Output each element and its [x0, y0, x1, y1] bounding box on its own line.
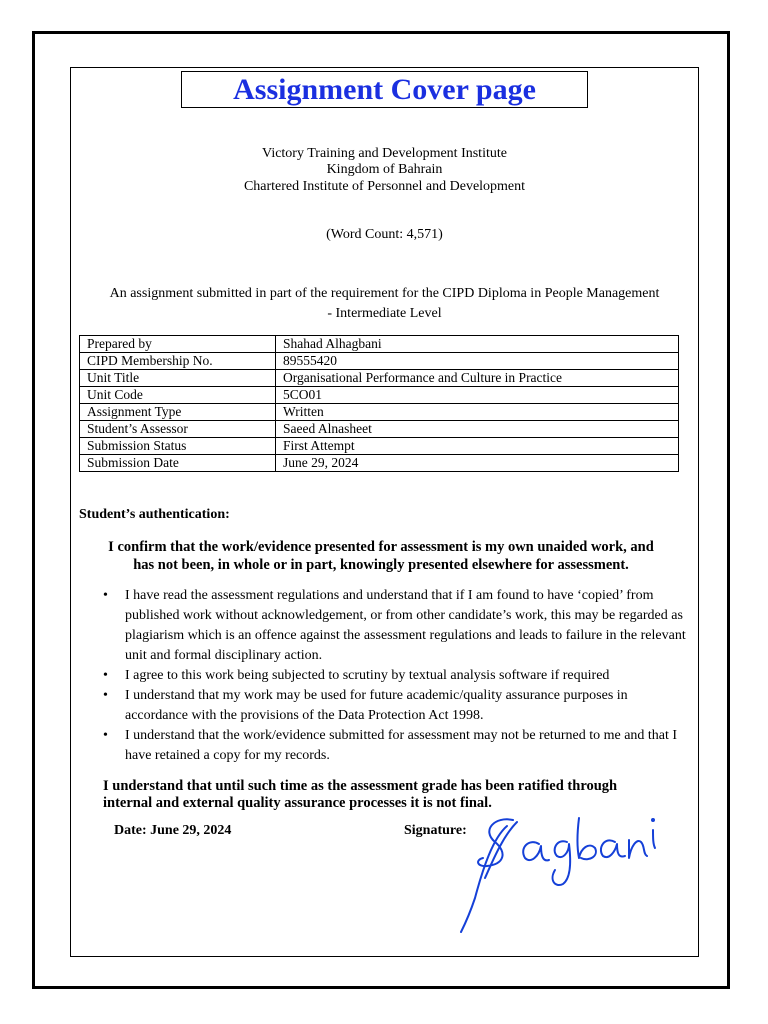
institute-name: Victory Training and Development Institute [262, 146, 507, 161]
submission-date-label: Date: June 29, 2024 [114, 823, 232, 838]
table-row [80, 370, 679, 387]
detail-value: Shahad Alhagbani [276, 336, 679, 353]
detail-value: Saeed Alnasheet [276, 421, 679, 438]
detail-label: Student’s Assessor [80, 421, 276, 438]
final-line-2: internal and external quality assurance processes it is not final. [103, 795, 492, 811]
detail-value: June 29, 2024 [276, 455, 679, 472]
table-row [80, 353, 679, 370]
list-item-text: I have read the assessment regulations and understand that if I am found to have ‘copied’ from published work without acknowledgement, or from other candidate’s work, this may be regarded as plagiarism which is an offence against the assessment regulations and leads to failure in the relevant unit and formal disciplinary action. [125, 588, 686, 663]
final-line-1: I understand that until such time as the assessment grade has been ratified through [103, 778, 618, 794]
table-row [80, 404, 679, 421]
list-item [100, 686, 690, 726]
confirmation-statement [82, 538, 680, 574]
word-count: (Word Count: 4,571) [326, 227, 443, 242]
detail-label: CIPD Membership No. [80, 353, 276, 370]
detail-label: Prepared by [80, 336, 276, 353]
detail-value: Written [276, 404, 679, 421]
assignment-details-table [79, 335, 679, 472]
bullet-icon: • [103, 668, 108, 683]
detail-label: Submission Date [80, 455, 276, 472]
detail-label: Unit Title [80, 370, 276, 387]
bullet-icon: • [103, 588, 108, 603]
detail-label: Submission Status [80, 438, 276, 455]
table-row [80, 438, 679, 455]
detail-label: Unit Code [80, 387, 276, 404]
final-statement [103, 778, 683, 812]
handwritten-signature [455, 808, 665, 938]
authentication-heading: Student’s authentication: [79, 507, 230, 522]
bullet-icon: • [103, 728, 108, 743]
bullet-icon: • [103, 688, 108, 703]
intro-line-2: - Intermediate Level [327, 306, 442, 321]
list-item-text: I understand that the work/evidence submitted for assessment may not be returned to me and that I have retained a copy for my records. [125, 728, 678, 763]
cipd-line: Chartered Institute of Personnel and Development [243, 179, 526, 194]
intro-line-1: An assignment submitted in part of the requirement for the CIPD Diploma in People Management [109, 286, 660, 301]
table-row [80, 421, 679, 438]
detail-value: 5CO01 [276, 387, 679, 404]
kingdom-line: Kingdom of Bahrain [326, 162, 443, 177]
detail-value: Organisational Performance and Culture in Practice [276, 370, 679, 387]
list-item [100, 666, 690, 686]
detail-label: Assignment Type [80, 404, 276, 421]
list-item [100, 586, 690, 666]
signature-label: Signature: [404, 823, 467, 838]
declaration-list [100, 586, 690, 766]
list-item-text: I agree to this work being subjected to scrutiny by textual analysis software if required [125, 668, 610, 683]
title-box [181, 71, 588, 108]
table-row [80, 336, 679, 353]
detail-value: First Attempt [276, 438, 679, 455]
table-row [80, 387, 679, 404]
confirmation-line-1: I confirm that the work/evidence presented for assessment is my own unaided work, and [108, 539, 654, 555]
list-item-text: I understand that my work may be used for future academic/quality assurance purposes in accordance with the provisions of the Data Protection Act 1998. [125, 688, 628, 723]
confirmation-line-2: has not been, in whole or in part, knowingly presented elsewhere for assessment. [133, 557, 629, 573]
detail-value: 89555420 [276, 353, 679, 370]
table-row [80, 455, 679, 472]
list-item [100, 726, 690, 766]
page-title: Assignment Cover page [233, 73, 536, 106]
